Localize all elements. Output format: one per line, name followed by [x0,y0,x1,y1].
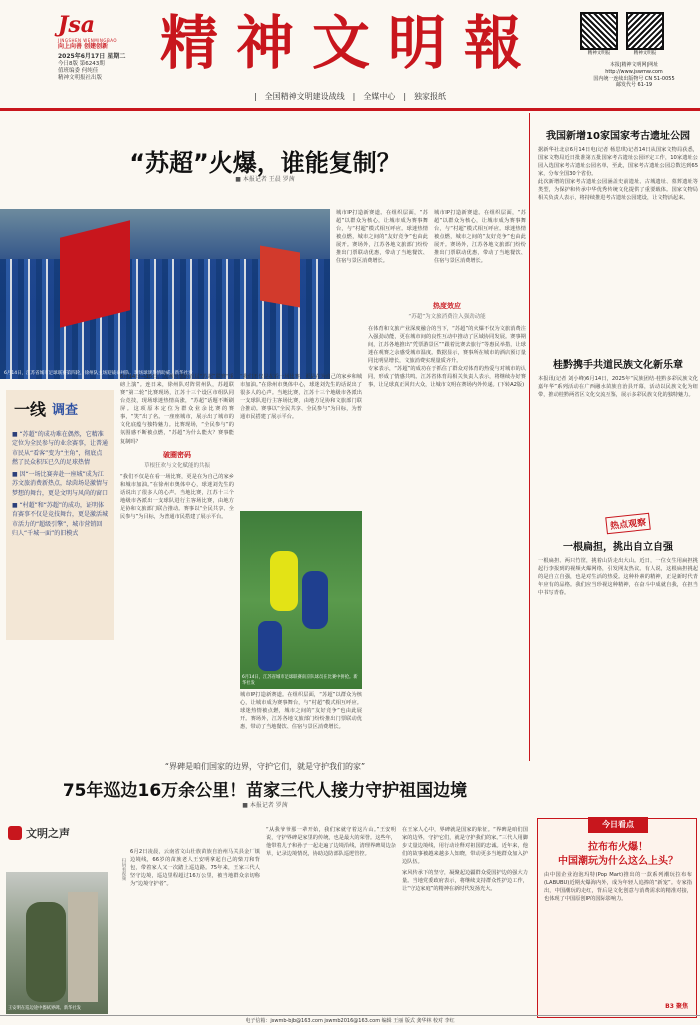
sidebar-subtitle: 调查 [52,402,79,418]
article-column [240,373,362,511]
tagline-item: 全国精神文明建设战线 [264,92,345,101]
qr-caption: 精神文明报 [587,51,611,56]
issue-number: 今日8版 第6243期 [58,60,105,67]
article-text: “从我爷爷那一辈开始，我们家就守着这片山。”王安明说，守护界碑是家里的传统，也是最大的荣誉。这些年，他带着儿子和孙子一起走遍了边境沿线，清理界碑周边杂草，记录边境情况，协助边防部队巡逻管控。 [266,827,396,858]
news-text: 据新华社北京6月14日电(记者 杨思琪)记者14日从国家文物局获悉，国家文物局近日批准第五批国家考古遗址公园评定工作，10家遗址公园入选国家考古遗址公园名单，至此，国家考古遗址公园总数达到65家，分布全国30个省份。 此次新增的国家考古遗址公园涵盖史前遗址、古城遗址、墓葬遗址等类型，为保护和传承中华优秀传统文化提供了重要载体。国家文物局相关负责人表示，将持续推进考古遗址公园建设，让文物活起来。 [538,147,698,202]
article-text: “我们不仅是在看一场比赛，更是在为自己的家乡和城市加油。”在徐州市奥体中心，球迷刘先生的话说出了很多人的心声。当地比赛，江苏十三个地级市各派出一支球队进行主客场比赛，由地方足协和文旅部门联合推动。赛事以“全民共享、全民参与”为目标，为普通市民搭建了展示平台。 [120,474,234,521]
issue-date: 2025年6月17日 星期二 [58,53,126,60]
story-quote: “界碑是咱们国家的边界，守护它们，就是守护我们的家” [164,762,366,771]
news-text: 本报讯(记者 刘小峰)6月14日，2025年“民族团结·桂黔多彩民族文化嘉年华”系列活动在广西融水苗族自治县开幕，活动以民族文化为纽带，推动桂黔两省区文化交流互鉴，展示多彩民族文化的独特魅力。 [538,376,698,399]
sidebar-point: ■ “苏超”的成功难在偶然，它精准定位为全民参与的业余赛事，让普通市民从“看客”变为“主角”，彻底点燃了民众积压已久的足球热情 [12,431,109,466]
logo-mark: Jsa [58,12,96,38]
article-text: 城市IP打造新赛道。在组织层面，“苏超”以群众为核心，让城市成为赛事舞台，与“村超”模式相互呼应。球迷热情被点燃，城市之间的“友好竞争”也由此展开。赛场外，江苏各地文旅部门纷纷推出门票联动优惠，带动了当地餐饮、住宿与景区消费增长。 [434,210,526,265]
article-text: 6月2日凌晨，云南省文山壮族苗族自治州马关县金厂镇边境线，66岁的苗族老人王安明拿起自己的柴刀和背包，带着家人又一次踏上巡边路。75年来，王家三代人坚守边境，巡边里程超过16万公里，被当地群众亲切称为“边境守护者”。 [130,849,260,888]
qr-codes [580,12,695,57]
qr-caption: 精神文明报 [633,51,657,56]
border-story-byline: ■ 本报记者 罗茜 [242,802,288,809]
flag-icon [60,220,130,327]
flag-icon [260,245,300,307]
pub-url[interactable]: http://www.jswmw.com [605,68,663,75]
video-note: 扫码看视频 [121,858,126,881]
stadium-photo [0,209,330,379]
tagline-item: 全媒中心 [363,92,396,101]
article-column [402,826,528,1013]
commentary-headline[interactable]: 一根扁担，挑出自立自强 [563,542,673,553]
publisher: 精神文明报社出版 [58,75,103,82]
column-tag-label: 文明之声 [26,827,70,840]
article-text: 6月14日—15日，人满为患的首届“苏超”联赛“重磅上演”。连日来，徐州队对阵常州队，苏超联赛“第二轮”比赛现场，江苏十三个设区市组队同台竞技，现场球迷热情高涨，“苏超”话题不断刷屏。这项原本定位为群众业余比赛的赛事，“笑”出了名。一座座城市，展示出了城市的文化底蕴与独特魅力。比赛现场，“全民参与”的氛围感不断被点燃，“苏超”为什么能火？赛事能复制吗？ [120,374,234,445]
news-headline[interactable]: 桂黔携手共道民族文化新乐章 [553,360,683,371]
page-reference[interactable]: B3 聚焦 [665,1002,688,1010]
sidebar-point: ■ 因“一场比赛奔赴一座城”成为江苏文旅消费新热点，绿茵场是激情与梦想的舞台，更是文明与风尚的窗口 [12,471,109,497]
pub-line: 本报|精神文明网|网址 [609,62,659,68]
sidebar-title: 一线 [14,399,47,419]
today-highlight-text: 由中国企业泡泡玛特(Pop Mart)推出的一款系列潮玩拉布布(LABUBU)近期火爆海内外，成为年轻人追捧的“新宠”。专家指出，中国潮玩的走红，背后是文化创意与消费需求的精准对接，也体现了中国原创IP的国际影响力。 [544,872,692,903]
article-column [130,848,260,1013]
article-column [240,691,362,757]
photo-caption: 王安明在巡边途中擦拭界碑。新华社发 [8,1006,82,1012]
logo-english-name: JINGSHEN WENMINGBAO [58,38,118,43]
photo-caption: 6月14日，江苏省城市足球联赛南京队球员在比赛中拼抢。新华社发 [242,675,358,687]
article-column [266,826,396,1013]
section-kicker: 草根狂欢与文化赋能的共振 [143,462,210,469]
lead-story [0,113,530,761]
logo-slogan: 向上向善 创建创新 [58,43,109,51]
border-story-headline[interactable]: 75年巡边16万余公里！苗家三代人接力守护祖国边境 [62,781,468,801]
section-subhead: 破圈密码 [163,450,191,459]
photo-caption: 6月14日，江苏省城市足球联赛第四轮，徐州队主场迎战泰州队，现场球迷热情助威。新华社发 [4,370,193,376]
qr-code-icon[interactable] [580,12,618,50]
article-text: 家风传承下的坚守，凝聚起边疆群众爱国护边的强大力量。当地党委政府表示，将继续支持群众性护边工作，让“守边家庭”的精神在新时代发扬光大。 [402,870,528,893]
tagline-bar: | 全国精神文明建设战线 | 全媒中心 | 独家报纸 [253,92,447,101]
right-column [536,113,700,717]
article-text: 城市IP打造新赛道。在组织层面，“苏超”以群众为核心，让城市成为赛事舞台，与“村超”模式相互呼应。球迷热情被点燃，城市之间的“友好竞争”也由此展开。赛场外，江苏各地文旅部门纷纷推出门票联动优惠，带动了当地餐饮、住宿与景区消费增长。 [240,692,362,731]
masthead [0,0,700,89]
pub-line: 国内统一连续出版物号 CN 51-0055 [593,75,675,82]
top-divider [0,108,700,111]
commentary-text: 一根扁担、两只竹筐，挑着山货走出大山。近日，一位女生用扁担挑起行李报到的视频火爆网络，引发网友热议。有人说，这根扁担挑起的是自立自强，也是对生活的热爱。这种朴素的精神，正是新时代青年应有的品格。我们应当珍视这种精神，在奋斗中成就自我，在担当中书写青春。 [538,558,698,597]
article-text: 在体育和文旅产业深度融合的当下，“苏超”的火爆不仅为文旅消费注入强劲动能，更在城市间的良性互动中推动了区域协同发展。赛事期间，江苏各地推出“凭票游景区”“跟着比赛去旅行”等惠民举措，让球迷在观赛之余感受城市温度。数据显示，赛事所在城市的酒店预订量同比明显增长，文旅消费实现量质齐升。 专家表示，“苏超”的成功在于抓住了群众对体育的热爱与对城市的认同，形成了情感共鸣。江苏省体育局相关负责人表示，将继续办好赛事，让足球真正回归大众，让城市文明在赛场内外传递。(下转A2版) [368,325,526,388]
investigation-sidebar [6,390,114,640]
article-column [120,373,234,753]
article-column [368,297,526,757]
paper-title: 精神文明報 [159,9,540,77]
lead-byline: ■ 本报记者 王晨 罗茜 [235,176,295,183]
section-subhead: 热度效应 [433,302,461,310]
sidebar-point: ■ “村超”和“苏超”的成功，证明体育赛事不仅是竞技舞台，更是激活城市活力的“超级引擎”，城市营销回归人“千城一面”的旧模式 [12,502,109,537]
today-highlight-label: 今日看点 [588,817,648,833]
hot-topic-stamp: 热点观察 [605,513,651,535]
border-patrol-photo [6,872,108,1014]
paper-logo [58,12,138,51]
article-text: 在王家人心中，界碑就是国家的象征。“界碑是咱们国家的边界，守护它们，就是守护我们的家。”三代人用脚步丈量边境线，用行动诠释对祖国的忠诚。近年来，他们的故事被越来越多人知晓，带动更多当地群众加入护边队伍。 [402,827,528,866]
column-tag [8,822,104,844]
lead-headline[interactable]: “苏超”火爆，谁能复制？ [129,149,401,177]
section-kicker: “苏超”为文旅消费注入强劲动能 [408,314,486,320]
issue-info [58,53,148,82]
pub-line: 邮发代号 61-19 [615,82,653,89]
footer: 电子信箱：jswmb-bjb@163.com jswmb2016@163.com 编辑 王丽 版式 龚华林 校对 李红 [0,1015,700,1025]
duty-editor: 值班编委 何纯佳 [58,67,99,74]
speaker-icon [8,826,22,840]
today-highlight-title[interactable]: 拉布布火爆！ 中国潮玩为什么这么上头？ [558,842,678,867]
article-text: “我们不仅是在看一场比赛，更是在为自己的家乡和城市加油。”在徐州市奥体中心，球迷刘先生的话说出了很多人的心声。当地比赛，江苏十三个地级市各派出一支球队进行主客场比赛，由地方足协和文旅部门联合推动。赛事以“全民共享、全民参与”为目标，为普通市民搭建了展示平台。 [240,374,362,421]
tagline-item: 独家报纸 [414,92,447,101]
publication-info [570,62,698,89]
today-highlight-box[interactable] [537,818,697,1018]
qr-code-icon[interactable] [626,12,664,50]
article-text: 城市IP打造新赛道。在组织层面，“苏超”以群众为核心，让城市成为赛事舞台，与“村超”模式相互呼应。球迷热情被点燃，城市之间的“友好竞争”也由此展开。赛场外，江苏各地文旅部门纷纷推出门票联动优惠，带动了当地餐饮、住宿与景区消费增长。 [336,210,428,265]
match-photo [240,511,362,689]
news-headline[interactable]: 我国新增10家国家考古遗址公园 [546,131,690,142]
